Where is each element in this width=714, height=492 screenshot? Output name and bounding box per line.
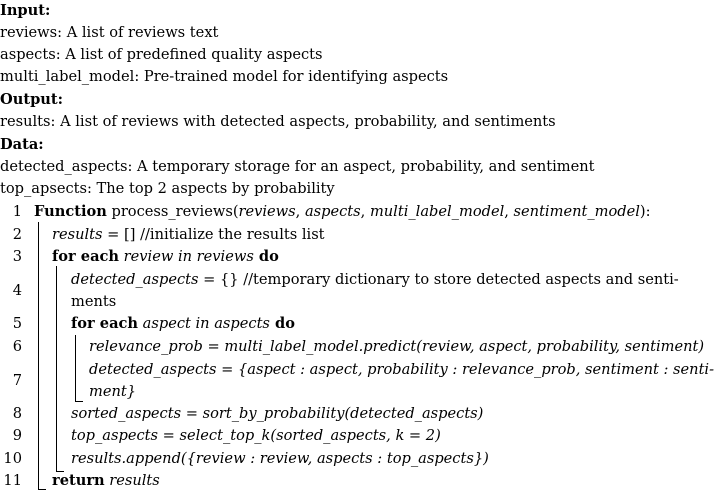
do-keyword: do (269, 315, 295, 332)
param-separator: , (504, 203, 514, 220)
function-name: process_reviews( (106, 203, 239, 220)
param-multi-label-model: multi_label_model (369, 203, 505, 220)
input-line-aspects: aspects: A list of predefined quality aspects (0, 46, 323, 63)
function-block-line (38, 222, 39, 490)
return-value: results (104, 472, 160, 489)
code-line-8: sorted_aspects = sort_by_probability(detected_aspects) (71, 405, 484, 422)
foreach-review-block-line (56, 266, 57, 472)
statement-text: = {} //temporary dictionary to store detected aspects and senti- (198, 271, 679, 288)
line-number: 10 (3, 450, 22, 467)
line-number: 9 (12, 427, 22, 444)
line-number: 1 (12, 203, 22, 220)
line-number: 4 (12, 282, 22, 299)
loop-condition: review in reviews (119, 248, 254, 265)
code-line-3 (52, 246, 279, 268)
code-line-7-continuation: ment} (89, 383, 137, 400)
for-each-keyword: for each (71, 315, 139, 332)
param-sentiment-model: sentiment_model (513, 203, 640, 220)
line-number: 8 (12, 405, 22, 422)
statement-text: = [] //initialize the results list (102, 226, 325, 243)
code-line-9: top_aspects = select_top_k(sorted_aspects, k = 2) (71, 427, 441, 444)
line-number: 3 (12, 248, 22, 265)
line-number: 6 (12, 338, 22, 355)
param-aspects: aspects (304, 203, 361, 220)
code-line-7: detected_aspects = {aspect : aspect, probability : relevance_prob, sentiment : senti- (89, 361, 714, 378)
code-line-4-continuation: ments (71, 293, 117, 310)
var-detected-aspects: detected_aspects (71, 271, 199, 288)
code-line-10: results.append({review : review, aspects : top_aspects}) (71, 450, 489, 467)
data-line-detected-aspects: detected_aspects: A temporary storage for an aspect, probability, and sentiment (0, 158, 595, 175)
output-line-results: results: A list of reviews with detected aspects, probability, and sentiments (0, 113, 556, 130)
code-line-5 (71, 313, 295, 335)
line-number: 5 (12, 315, 22, 332)
input-line-reviews: reviews: A list of reviews text (0, 24, 219, 41)
var-results: results (52, 226, 103, 243)
for-each-keyword: for each (52, 248, 120, 265)
code-line-2 (52, 224, 325, 246)
function-keyword: Function (34, 203, 107, 220)
loop-condition: aspect in aspects (138, 315, 270, 332)
line-number: 2 (12, 226, 22, 243)
return-keyword: return (52, 472, 105, 489)
foreach-aspect-block-line (75, 335, 76, 402)
code-line-4 (71, 269, 679, 291)
data-line-top-aspects: top_apsects: The top 2 aspects by probability (0, 180, 335, 197)
input-line-model: multi_label_model: Pre-trained model for identifying aspects (0, 68, 449, 85)
function-block-end (38, 489, 46, 490)
input-label: Input: (0, 2, 51, 19)
data-label: Data: (0, 136, 44, 153)
do-keyword: do (253, 248, 279, 265)
code-line-11 (52, 470, 160, 492)
output-label: Output: (0, 91, 64, 108)
code-line-1 (34, 201, 651, 223)
foreach-aspect-block-end (75, 401, 83, 402)
line-number: 11 (3, 472, 22, 489)
param-separator: , (360, 203, 370, 220)
line-number: 7 (12, 372, 22, 389)
function-close: ): (639, 203, 651, 220)
code-line-6: relevance_prob = multi_label_model.predict(review, aspect, probability, sentiment) (89, 338, 705, 355)
param-separator: , (295, 203, 305, 220)
param-reviews: reviews (238, 203, 296, 220)
